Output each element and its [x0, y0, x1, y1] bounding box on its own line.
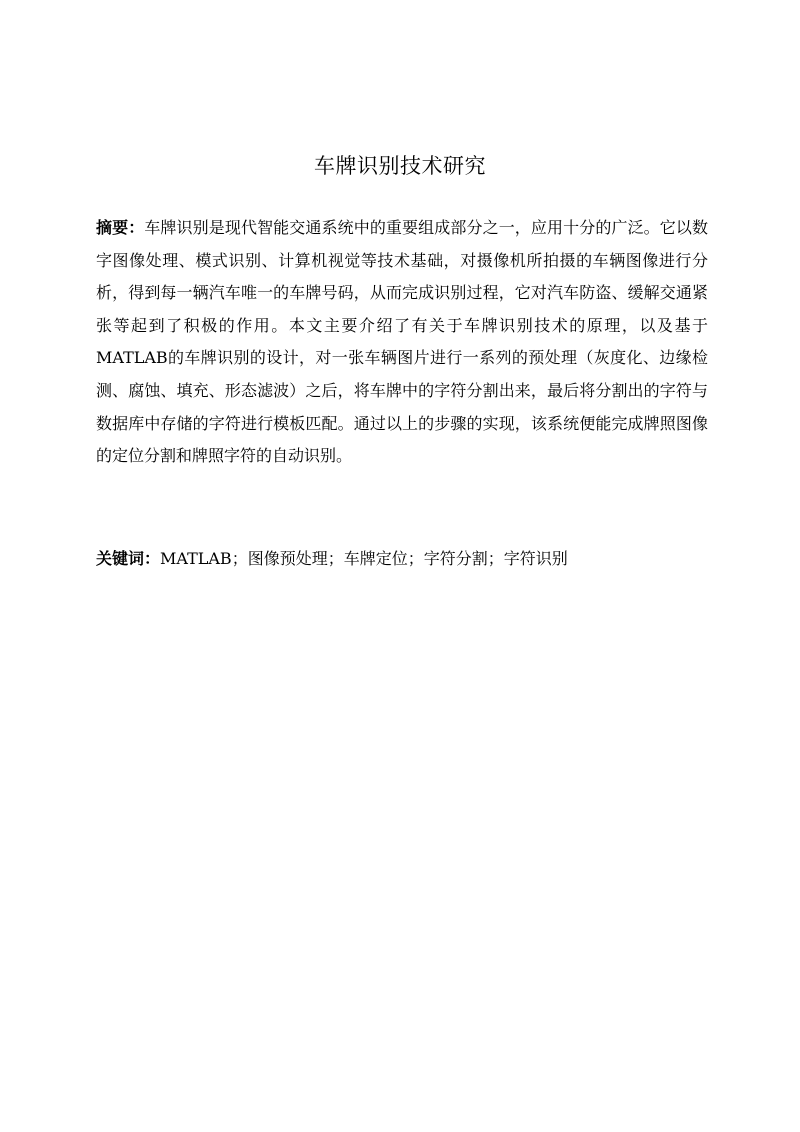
abstract-paragraph — [96, 212, 708, 473]
abstract-text: 车牌识别是现代智能交通系统中的重要组成部分之一，应用十分的广泛。它以数字图像处理、模式识别、计算机视觉等技术基础，对摄像机所拍摄的车辆图像进行分析，得到每一辆汽车唯一的车牌号码，从而完成识别过程，它对汽车防盗、缓解交通紧张等起到了积极的作用。本文主要介绍了有关于车牌识别技术的原理，以及基于MATLAB的车牌识别的设计，对一张车辆图片进行一系列的预处理（灰度化、边缘检测、腐蚀、填充、形态滤波）之后，将车牌中的字符分割出来，最后将分割出的字符与数据库中存储的字符进行模板匹配。通过以上的步骤的实现，该系统便能完成牌照图像的定位分割和牌照字符的自动识别。 — [96, 218, 708, 466]
keywords-text: MATLAB；图像预处理；车牌定位；字符分割；字符识别 — [160, 549, 568, 568]
keywords-label: 关键词： — [96, 549, 161, 568]
abstract-label: 摘要： — [96, 218, 145, 237]
keywords-paragraph — [96, 543, 708, 575]
document-title: 车牌识别技术研究 — [314, 154, 486, 178]
